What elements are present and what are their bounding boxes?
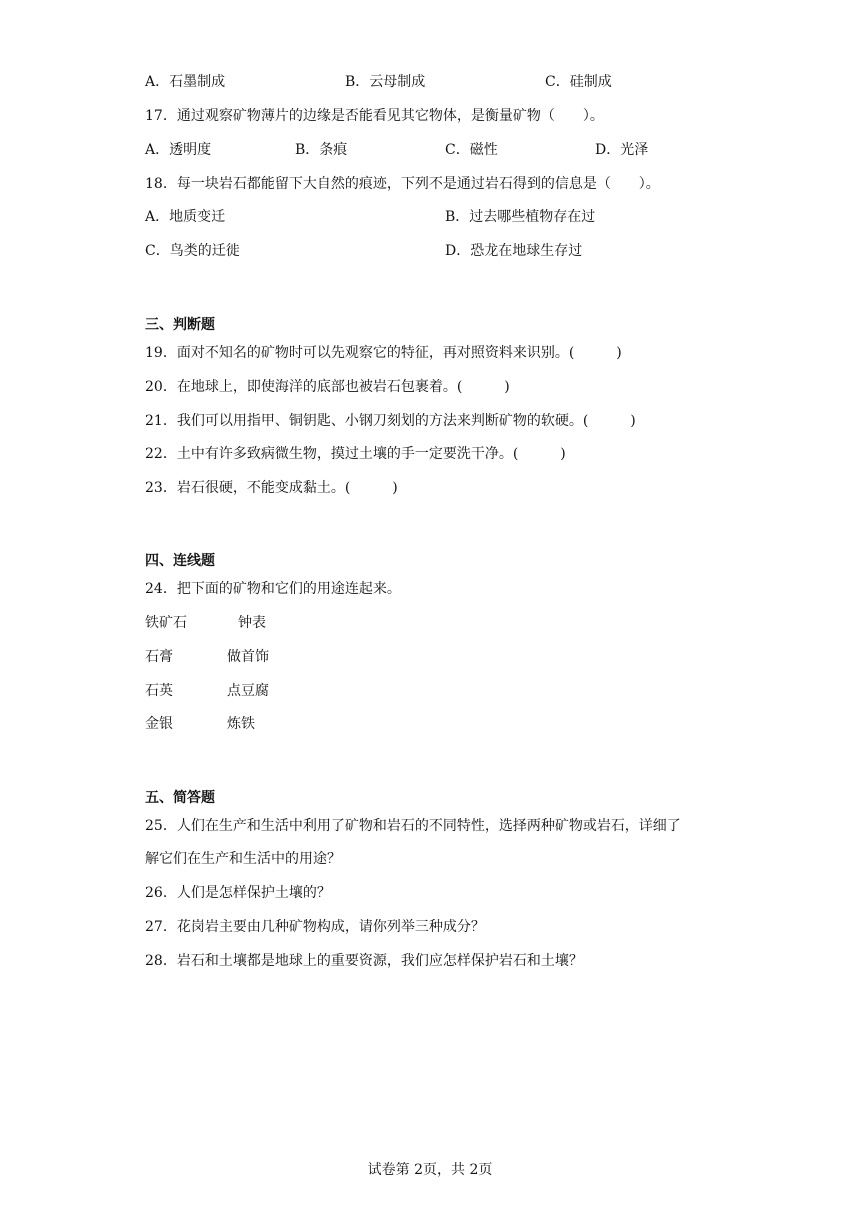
short-answer-q25-line2: 解它们在生产和生活中的用途？ — [145, 851, 341, 867]
short-answer-q27: 27．花岗岩主要由几种矿物构成，请你列举三种成分？ — [145, 919, 485, 935]
short-answer-q26: 26．人们是怎样保护土壤的？ — [145, 885, 331, 901]
section-title-judgment: 三、判断题 — [145, 317, 215, 333]
q18-option-c: C．鸟类的迁徙 — [145, 243, 240, 259]
matching-right-2: 做首饰 — [227, 649, 269, 665]
matching-left-1: 铁矿石 — [145, 615, 187, 631]
q17-option-d: D．光泽 — [595, 142, 649, 158]
q16-option-a: A．石墨制成 — [145, 74, 226, 90]
judgment-item-22: 22．土中有许多致病微生物，摸过土壤的手一定要洗干净。( ) — [145, 446, 566, 462]
section-title-matching: 四、连线题 — [145, 553, 215, 569]
matching-left-2: 石膏 — [145, 649, 173, 665]
q17-stem: 17．通过观察矿物薄片的边缘是否能看见其它物体，是衡量矿物（ ）。 — [145, 108, 604, 124]
short-answer-q28: 28．岩石和土壤都是地球上的重要资源，我们应怎样保护岩石和土壤？ — [145, 953, 583, 969]
judgment-item-19: 19．面对不知名的矿物时可以先观察它的特征，再对照资料来识别。( ) — [145, 345, 622, 361]
q18-option-d: D．恐龙在地球生存过 — [445, 243, 583, 259]
judgment-item-21: 21．我们可以用指甲、铜钥匙、小钢刀刻划的方法来判断矿物的软硬。( ) — [145, 413, 636, 429]
q18-option-a: A．地质变迁 — [145, 209, 226, 225]
matching-right-4: 炼铁 — [227, 716, 255, 732]
matching-stem: 24．把下面的矿物和它们的用途连起来。 — [145, 581, 401, 597]
q18-option-b: B．过去哪些植物存在过 — [445, 209, 596, 225]
matching-left-3: 石英 — [145, 683, 173, 699]
q17-option-b: B．条痕 — [295, 142, 348, 158]
q16-option-b: B．云母制成 — [345, 74, 426, 90]
matching-right-3: 点豆腐 — [227, 683, 269, 699]
matching-right-1: 钟表 — [238, 615, 266, 631]
short-answer-q25-line1: 25．人们在生产和生活中利用了矿物和岩石的不同特性，选择两种矿物或岩石，详细了 — [145, 818, 681, 834]
q18-stem: 18．每一块岩石都能留下大自然的痕迹，下列不是通过岩石得到的信息是（ ）。 — [145, 176, 660, 192]
q17-option-a: A．透明度 — [145, 142, 212, 158]
q16-option-c: C．硅制成 — [545, 74, 612, 90]
section-title-short-answer: 五、简答题 — [145, 790, 215, 806]
matching-left-4: 金银 — [145, 716, 173, 732]
judgment-item-20: 20．在地球上，即使海洋的底部也被岩石包裹着。( ) — [145, 379, 510, 395]
judgment-item-23: 23．岩石很硬，不能变成黏土。( ) — [145, 480, 398, 496]
page-footer: 试卷第 2页，共 2页 — [367, 1162, 493, 1178]
q17-option-c: C．磁性 — [445, 142, 498, 158]
